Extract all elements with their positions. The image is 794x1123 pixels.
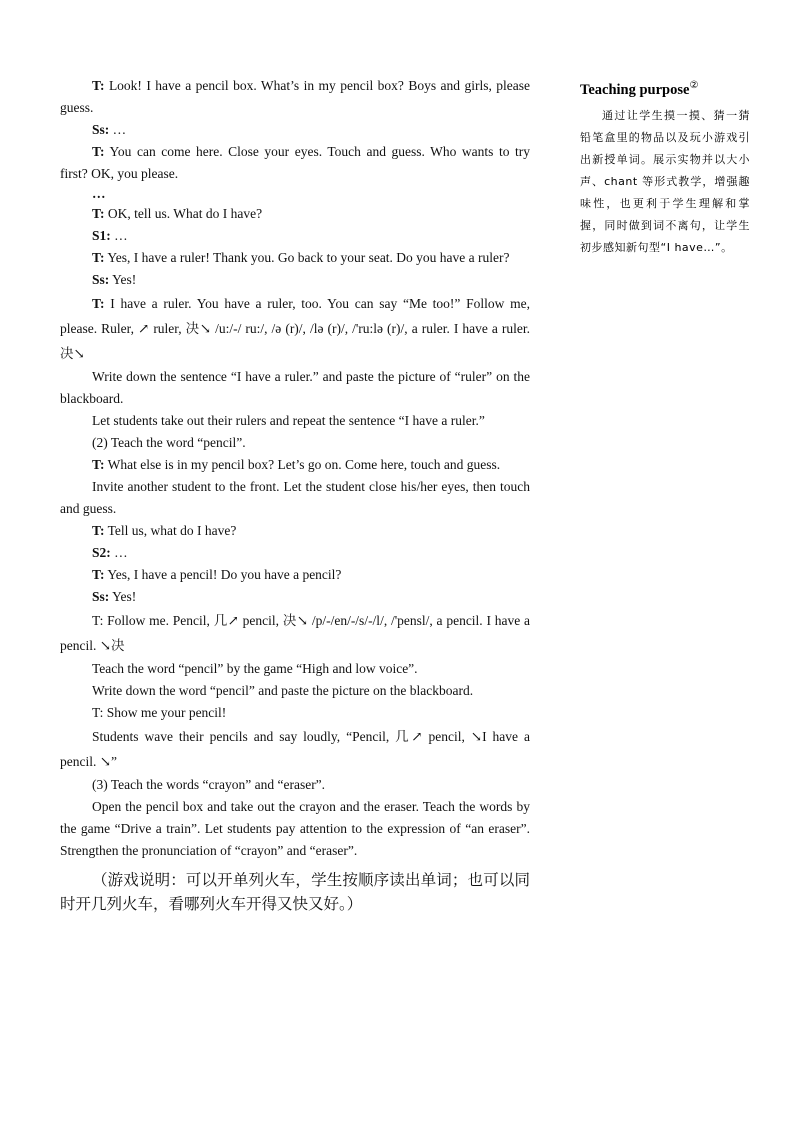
footnote-marker: ② (689, 80, 699, 91)
line-2: Ss: … (92, 122, 127, 137)
line-8: Ss: Yes! (92, 272, 137, 287)
line-3: T: You can come here. Close your eyes. Touch and guess. Who wants to try first? OK, you please. (60, 144, 530, 181)
line-19-pencil-drill: T: Follow me. Pencil, 几↗ pencil, 决↘ /p/-/en/-/s/-/l/, /'pensl/, a pencil. I have a pencil. ↘决 (60, 613, 530, 653)
line-23: Students wave their pencils and say loudly, “Pencil, 几↗ pencil, ↘I have a pencil. ↘” (60, 729, 530, 769)
line-17: T: Yes, I have a pencil! Do you have a pencil? (92, 567, 342, 582)
line-5: T: OK, tell us. What do I have? (92, 206, 263, 221)
line-15: T: Tell us, what do I have? (92, 523, 237, 538)
line-13: T: What else is in my pencil box? Let’s go on. Come here, touch and guess. (92, 457, 501, 472)
line-9-ruler-drill: T: I have a ruler. You have a ruler, too. You can say “Me too!” Follow me, please. Ruler, ↗ ruler, 决↘ /u:/-/ ru:/, /ə (r)/, /lə (r)/, /'ru:lə (r)/, a ruler. I have a ruler. 决↘ (60, 296, 530, 361)
line-10: Write down the sentence “I have a ruler.” and paste the picture of “ruler” on the blackboard. (60, 369, 530, 406)
line-4-ellipsis: … (92, 186, 107, 201)
line-24-step-heading: (3) Teach the words “crayon” and “eraser”. (92, 777, 326, 792)
game-note: （游戏说明：可以开单列火车，学生按顺序读出单词；也可以同时开几列火车，看哪列火车开得又快又好。） (60, 871, 530, 913)
line-1: T: Look! I have a pencil box. What’s in my pencil box? Boys and girls, please guess. (60, 78, 530, 115)
line-7: T: Yes, I have a ruler! Thank you. Go back to your seat. Do you have a ruler? (92, 250, 510, 265)
teaching-purpose-sidebar (580, 75, 750, 259)
line-18: Ss: Yes! (92, 589, 137, 604)
line-21: Write down the word “pencil” and paste the picture on the blackboard. (92, 683, 474, 698)
line-14: Invite another student to the front. Let the student close his/her eyes, then touch and guess. (60, 479, 530, 516)
line-11: Let students take out their rulers and repeat the sentence “I have a ruler.” (92, 413, 485, 428)
line-6: S1: … (92, 228, 128, 243)
teaching-purpose-title: Teaching purpose② (580, 80, 699, 98)
line-22: T: Show me your pencil! (92, 705, 227, 720)
line-16: S2: … (92, 545, 128, 560)
line-20: Teach the word “pencil” by the game “High and low voice”. (92, 661, 418, 676)
lesson-body (60, 75, 530, 916)
teaching-purpose-text: 通过让学生摸一摸、猜一猜铅笔盒里的物品以及玩小游戏引出新授单词。展示实物并以大小声、chant 等形式教学，增强趣味性，也更利于学生理解和掌握，同时做到词不离句，让学生初步感知新句型“I have…”。 (580, 108, 750, 254)
line-12-step-heading: (2) Teach the word “pencil”. (92, 435, 246, 450)
line-25: Open the pencil box and take out the crayon and the eraser. Teach the words by the game “Drive a train”. Let students pay attention to the expression of “an eraser”. Strengthen the pronunciation of “crayon” and “eraser”. (60, 799, 530, 858)
